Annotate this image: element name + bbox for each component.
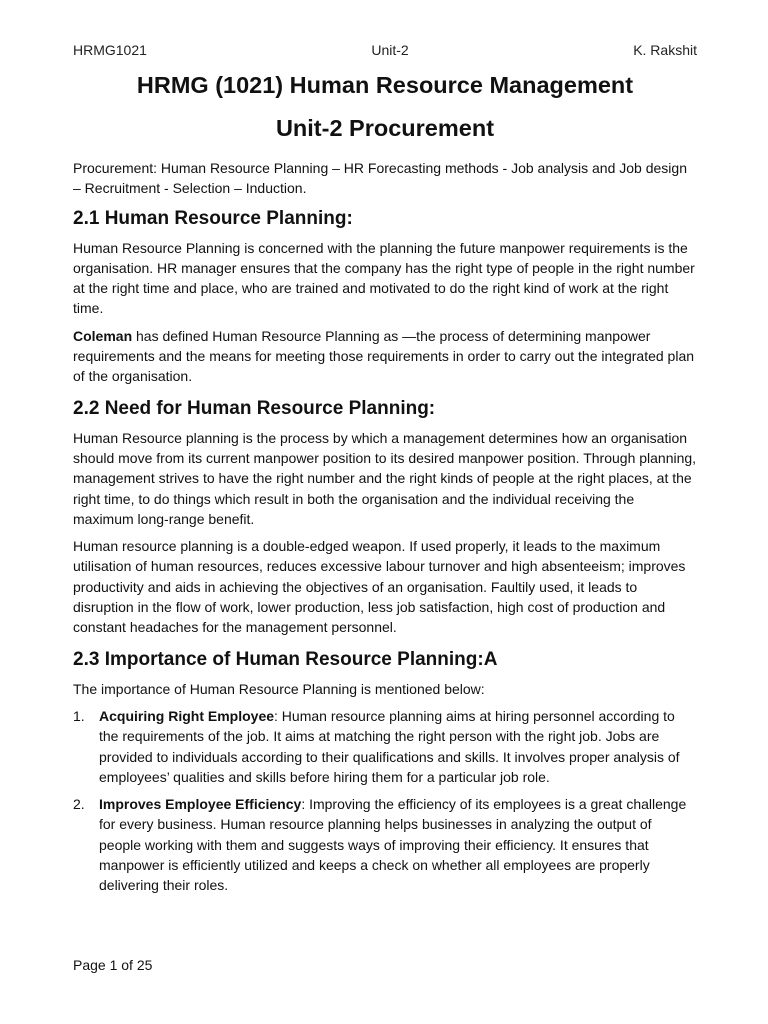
section-heading-2-2: 2.2 Need for Human Resource Planning:: [73, 397, 436, 419]
intro-paragraph: Procurement: Human Resource Planning – HR Forecasting methods - Job analysis and Job design – Recruitment - Selection – Induction.: [73, 160, 687, 197]
list-item-title: Improves Employee Efficiency: [99, 796, 302, 813]
paragraph: The importance of Human Resource Planning is mentioned below:: [73, 680, 485, 697]
paragraph-text: has defined Human Resource Planning as —the process of determining manpower requirements and the means for meeting those requirements in order to carry out the integrated plan of the organisation.: [73, 327, 695, 385]
list-item-text: : Improving the efficiency of its employees is a great challenge for every business. Human resource planning helps businesses in analyzing the output of people working with them and suggests ways of improving their efficiency. It ensures that manpower is efficiently utilized and keeps a check on whether all employees are properly delivering their roles.: [99, 796, 687, 894]
paragraph: Human resource planning is a double-edged weapon. If used properly, it leads to the maximum utilisation of human resources, reduces excessive labour turnover and high absenteeism; improves productivity and aids in achieving the objectives of an organisation. Faultily used, it leads to disruption in the flow of work, lower production, less job satisfaction, high cost of production and constant headaches for the management personnel.: [73, 538, 686, 636]
document-title: HRMG (1021) Human Resource Management: [136, 72, 634, 98]
list-number: 1.: [73, 707, 85, 724]
document-body: [73, 158, 697, 903]
paragraph-coleman-definition: [73, 326, 697, 387]
running-header: [73, 41, 697, 59]
document-subtitle: Unit-2 Procurement: [275, 115, 495, 141]
section-heading-2-1: 2.1 Human Resource Planning:: [73, 207, 353, 229]
list-item: [73, 794, 697, 895]
bold-term: Coleman: [73, 327, 133, 344]
header-unit: Unit-2: [371, 42, 409, 58]
list-item-title: Acquiring Right Employee: [99, 707, 275, 724]
page-number-footer: Page 1 of 25: [73, 957, 153, 973]
paragraph: Human Resource planning is the process by which a management determines how an organisation should move from its current manpower position to its desired manpower position. Through planning, management strives to have the right number and the right kinds of people at the right places, at the right time, to do things which result in both the organisation and the individual receiving the maximum long-range benefit.: [73, 429, 697, 527]
paragraph: Human Resource Planning is concerned with the planning the future manpower requirements is the organisation. HR manager ensures that the company has the right type of people in the right number at the right time and place, who are trained and motivated to do the right kind of work at the right time.: [73, 239, 695, 317]
header-author: K. Rakshit: [633, 42, 697, 58]
section-heading-2-3: 2.3 Importance of Human Resource Planning:A: [73, 648, 498, 670]
list-item-text: : Human resource planning aims at hiring personnel according to the requirements of the job. It aims at matching the right person with the right job. Jobs are provided to individuals according to their qualifications and skills. It involves proper analysis of employees’ qualities and skills before hiring them for a particular job role.: [99, 707, 680, 785]
header-course-code: HRMG1021: [73, 42, 147, 58]
list-number: 2.: [73, 796, 85, 813]
list-item: [73, 706, 697, 787]
